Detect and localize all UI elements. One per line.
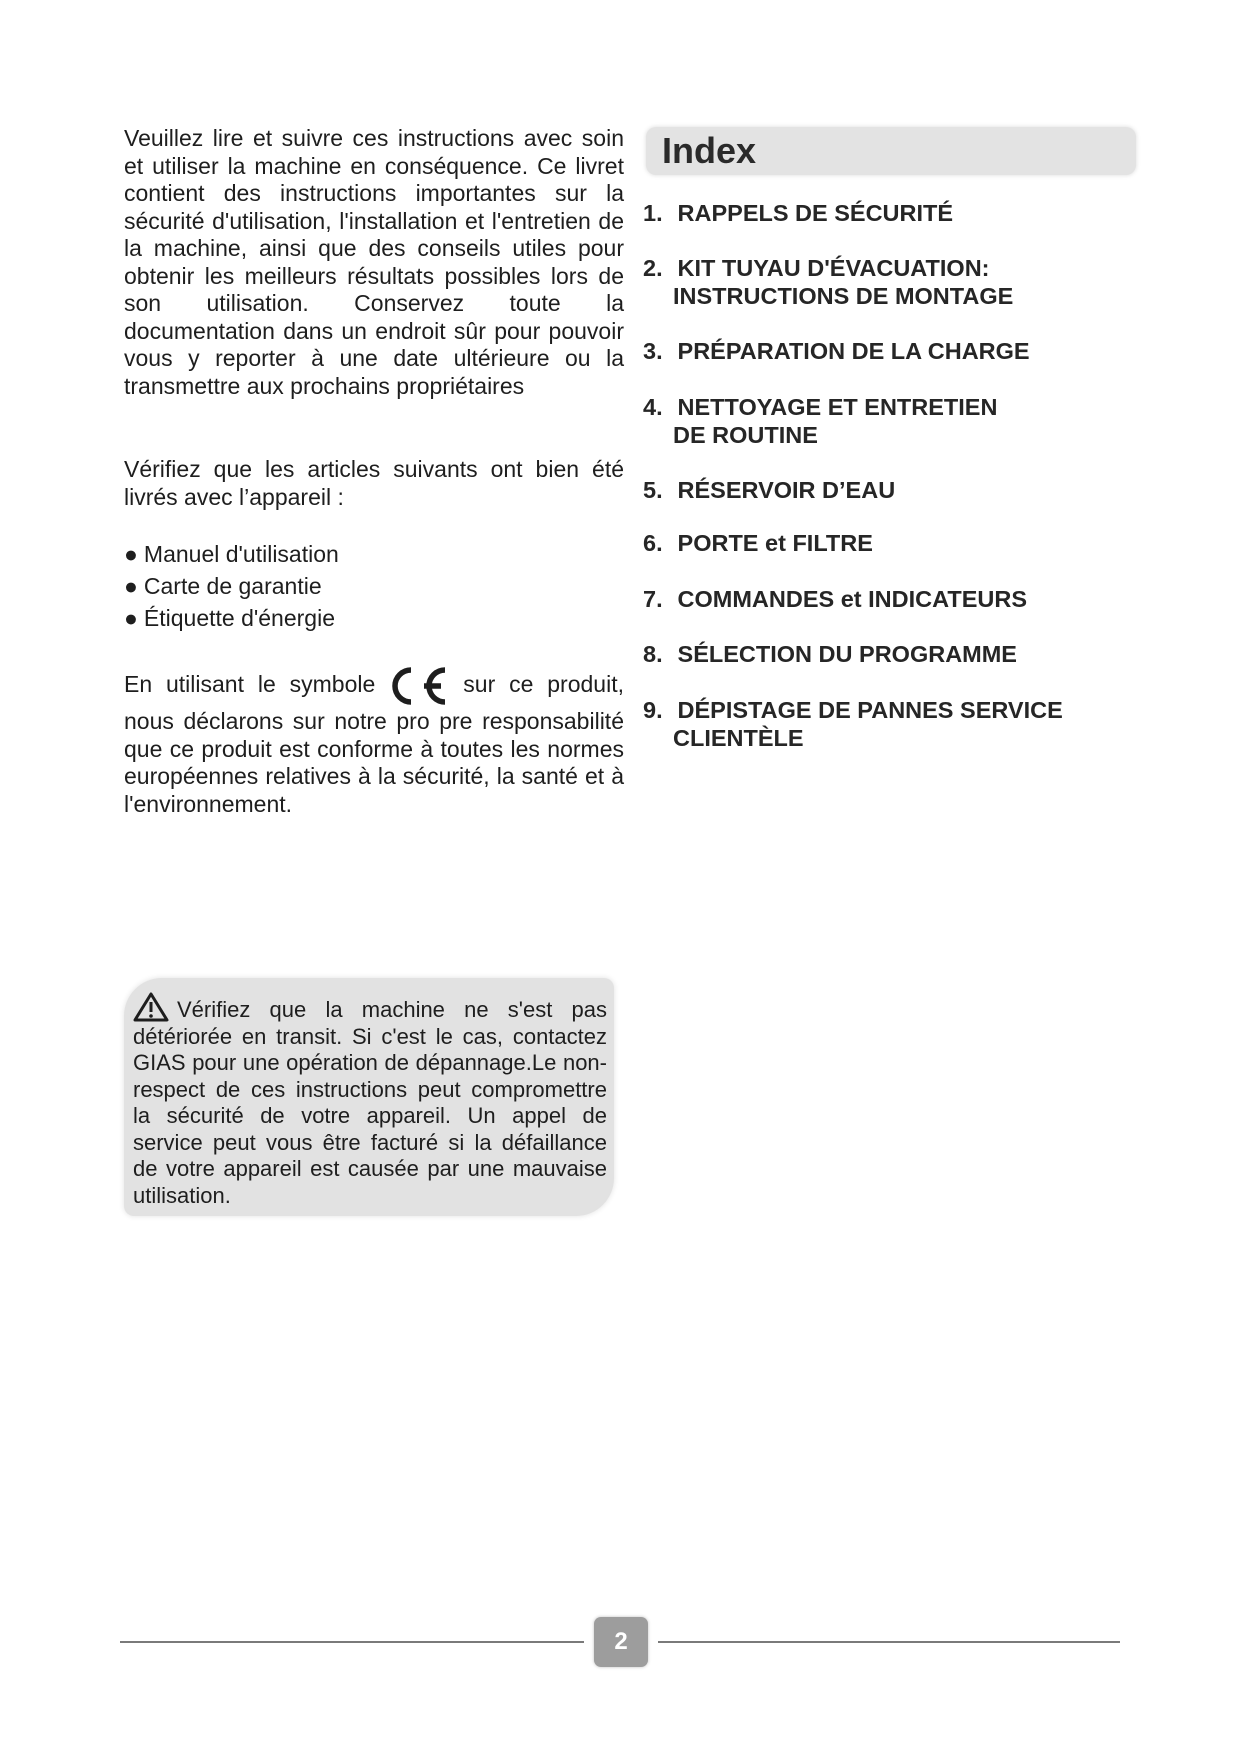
- index-item-cleaning: 4. NETTOYAGE ET ENTRETIEN DE ROUTINE: [643, 394, 998, 448]
- ce-declaration: En utilisant le symbole sur ce produit, nous déclarons sur notre pro pre responsabilité que ce produit est conforme à toutes les normes européennes relatives à la sécurité, la santé et à l'environnement.: [124, 664, 624, 818]
- bullet-icon: ●: [124, 573, 138, 599]
- index-item-troubleshooting: 9. DÉPISTAGE DE PANNES SERVICE CLIENTÈLE: [643, 697, 1063, 751]
- bullet-icon: ●: [124, 605, 138, 631]
- bullet-icon: ●: [124, 541, 138, 567]
- index-item-drain-hose: 2. KIT TUYAU D'ÉVACUATION: INSTRUCTIONS DE MONTAGE: [643, 255, 1014, 309]
- delivered-items-list: [124, 539, 624, 634]
- index-title: Index: [662, 130, 757, 171]
- index-header: [646, 127, 1136, 175]
- intro-paragraph: Veuillez lire et suivre ces instructions avec soin et utiliser la machine en conséquence. Ce livret contient des instructions importantes sur la sécurité d'utilisation, l'installation et l'entretien de la machine, ainsi que des conseils utiles pour obtenir les meilleurs résultats possibles lors de son utilisation. Conservez toute la documentation dans un endroit sûr pour pouvoir vous y reporter à une date ultérieure ou la transmettre aux prochains propriétaires: [124, 125, 624, 399]
- ce-mark-icon: [387, 664, 449, 708]
- index-item-water-tank: 5. RÉSERVOIR D’EAU: [643, 477, 896, 503]
- index-item-door-filter: 6. PORTE et FILTRE: [643, 530, 873, 556]
- index-item-safety: 1. RAPPELS DE SÉCURITÉ: [643, 200, 954, 226]
- warning-box: [124, 978, 614, 1216]
- list-item: ● Carte de garantie: [124, 571, 624, 602]
- intro-column: [124, 125, 624, 818]
- footer-line-right: [658, 1641, 1120, 1643]
- warning-triangle-icon: [133, 992, 169, 1022]
- warning-text: Vérifiez que la machine ne s'est pas détériorée en transit. Si c'est le cas, contactez GIAS pour une opération de dépannage.Le non-respect de ces instructions peut compromettre la sécurité de votre appareil. Un appel de service peut vous être facturé si la défaillance de votre appareil est causée par une mauvaise utilisation.: [133, 992, 607, 1209]
- footer-line-left: [120, 1641, 584, 1643]
- index-item-controls: 7. COMMANDES et INDICATEURS: [643, 586, 1027, 612]
- index-item-load-preparation: 3. PRÉPARATION DE LA CHARGE: [643, 338, 1030, 364]
- delivery-check-text: Vérifiez que les articles suivants ont bien été livrés avec l’appareil :: [124, 456, 624, 510]
- page-number-badge: 2: [594, 1617, 648, 1667]
- index-item-program-selection: 8. SÉLECTION DU PROGRAMME: [643, 641, 1017, 667]
- list-item: ● Étiquette d'énergie: [124, 603, 624, 634]
- list-item: ● Manuel d'utilisation: [124, 539, 624, 570]
